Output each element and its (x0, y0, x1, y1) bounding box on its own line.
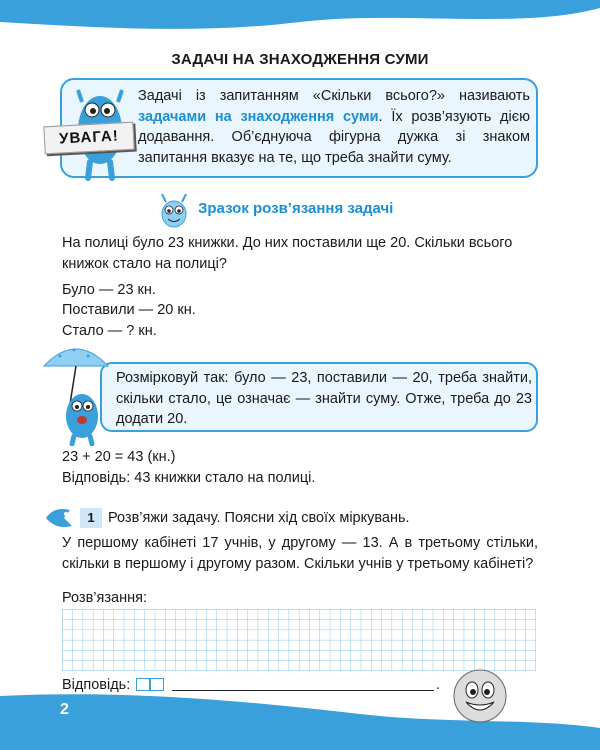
top-wave-band (0, 0, 600, 40)
answer-label: Відповідь: (62, 677, 131, 693)
answer-cells[interactable] (136, 678, 164, 691)
solution-grid[interactable] (62, 609, 536, 671)
answer-end-dot: . (436, 677, 441, 693)
attention-highlight: задачами на знаходження суми (138, 108, 379, 125)
task-marker-icon (44, 500, 78, 534)
bottom-wave-band (0, 688, 600, 750)
attention-text (138, 86, 530, 168)
solution-label: Розв’язання: (62, 590, 147, 606)
sample-answer: Відповідь: 43 книжки стало на полиці. (62, 470, 316, 486)
sample-problem: На полиці було 23 книжки. До них поставили ще 20. Скільки всього книжок стало на полиці? (62, 235, 513, 272)
sample-equation: 23 + 20 = 43 (кн.) (62, 449, 176, 465)
task-problem: У першому кабінеті 17 учнів, у другому — 13. А в третьому стільки, скільки в першому і другому разом. Скільки учнів у третьому кабінеті? (62, 535, 538, 572)
small-mascot-icon (154, 190, 194, 230)
smiley-face-icon (452, 668, 508, 724)
sample-heading: Зразок розв’язання задачі (198, 200, 394, 217)
given-line-3: Стало — ? кн. (62, 323, 157, 339)
given-line-1: Було — 23 кн. (62, 282, 156, 298)
attention-badge: УВАГА! (43, 122, 134, 155)
task-instruction: Розв’яжи задачу. Поясни хід своїх міркувань. (108, 510, 410, 526)
task-number: 1 (80, 508, 102, 528)
attention-text-part2: . Їх розв’язують дією додавання. Об’єднуюча фігурна дужка зі знаком запитання вказує на те, що треба знайти суму. (138, 108, 530, 166)
attention-text-part1: Задачі із запитанням «Скільки всього?» називають (138, 88, 530, 104)
given-line-2: Поставили — 20 кн. (62, 302, 196, 318)
page-title: ЗАДАЧІ НА ЗНАХОДЖЕННЯ СУМИ (171, 51, 429, 68)
answer-input-line[interactable] (172, 690, 434, 691)
reasoning-text: Розмірковуй так: було — 23, поставили — 20, треба знайти, скільки стало, це означає — знайти суму. Отже, треба до 23 додати 20. (116, 370, 532, 427)
page-number: 2 (60, 701, 69, 718)
umbrella-mascot-icon (40, 340, 110, 446)
